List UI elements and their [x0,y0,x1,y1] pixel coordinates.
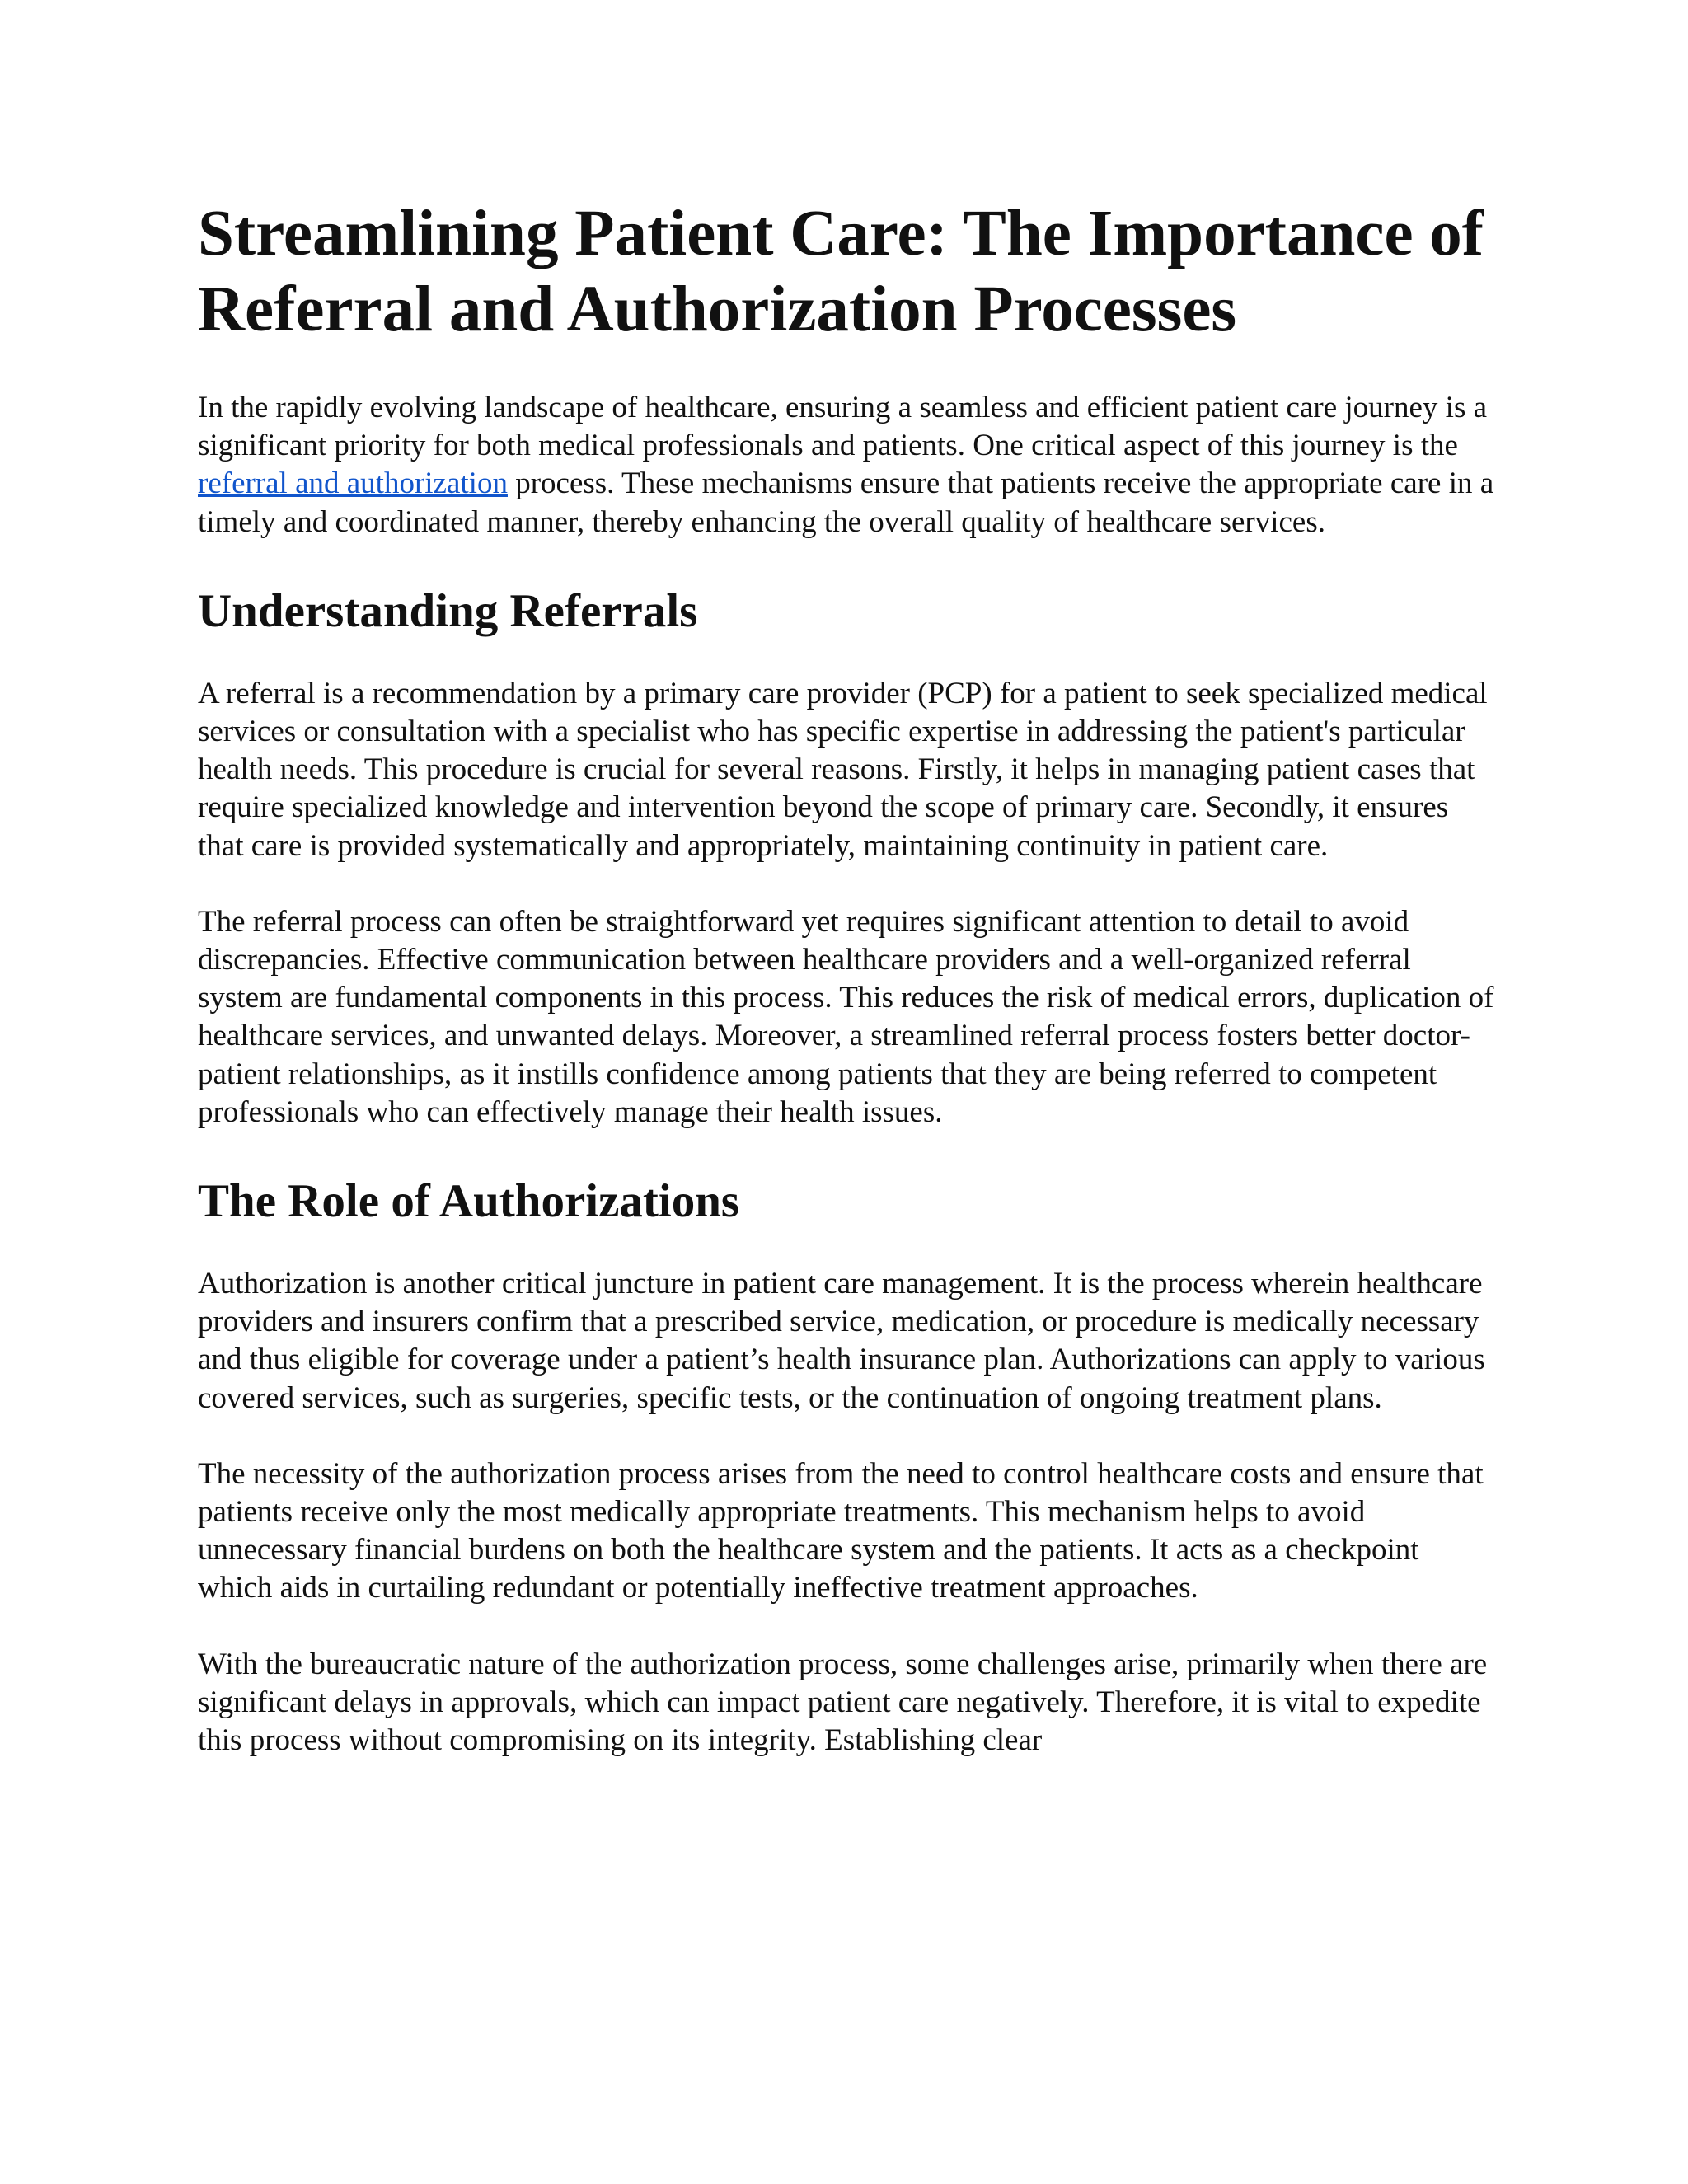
section-heading-role-of-authorizations: The Role of Authorizations [198,1175,740,1228]
referrals-paragraph-2: The referral process can often be straightforward yet requires significant attention to detail to avoid discrepancies. Effective communication between healthcare providers and a well-organized referral system are fundamental components in this process. This reduces the risk of medical errors, duplication of healthcare services, and unwanted delays. Moreover, a streamlined referral process fosters better doctor-patient relationships, as it instills confidence among patients that they are being referred to competent professionals who can effectively manage their health issues. [198,904,1494,1129]
intro-paragraph [198,389,1500,541]
page-title: Streamlining Patient Care: The Importance of Referral and Authorization Processes [198,198,1484,345]
section-heading-understanding-referrals: Understanding Referrals [198,584,698,637]
referral-authorization-link[interactable]: referral and authorization [198,466,508,501]
intro-text-before-link: In the rapidly evolving landscape of healthcare, ensuring a seamless and efficient patient care journey is a significant priority for both medical professionals and patients. One critical aspect of this journey is the [198,391,1488,463]
document-page [198,196,1500,1797]
intro-text-after-link: process. These mechanisms ensure that patients receive the appropriate care in a timely and coordinated manner, thereby enhancing the overall quality of healthcare services. [198,466,1494,539]
authorizations-paragraph-2: The necessity of the authorization process arises from the need to control healthcare costs and ensure that patients receive only the most medically appropriate treatments. This mechanism helps to avoid unnecessary financial burdens on both the healthcare system and the patients. It acts as a checkpoint which aids in curtailing redundant or potentially ineffective treatment approaches. [198,1456,1484,1605]
referrals-paragraph-1: A referral is a recommendation by a primary care provider (PCP) for a patient to seek specialized medical services or consultation with a specialist who has specific expertise in addressing the patient's particular health needs. This procedure is crucial for several reasons. Firstly, it helps in managing patient cases that require specialized knowledge and intervention beyond the scope of primary care. Secondly, it ensures that care is provided systematically and appropriately, maintaining continuity in patient care. [198,676,1488,863]
authorizations-paragraph-1: Authorization is another critical juncture in patient care management. It is the process wherein healthcare providers and insurers confirm that a prescribed service, medication, or procedure is medically necessary and thus eligible for coverage under a patient’s health insurance plan. Authorizations can apply to various covered services, such as surgeries, specific tests, or the continuation of ongoing treatment plans. [198,1267,1485,1415]
authorizations-paragraph-3: With the bureaucratic nature of the authorization process, some challenges arise, primarily when there are significant delays in approvals, which can impact patient care negatively. Therefore, it is vital to expedite this process without compromising on its integrity. Establishing clear [198,1647,1488,1758]
